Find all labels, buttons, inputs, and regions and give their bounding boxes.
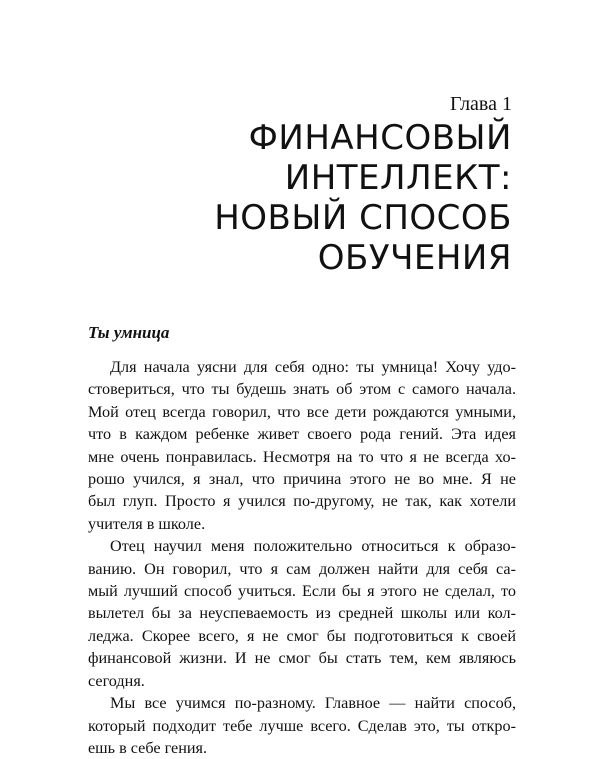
text-line: леджа. Скорее всего, я не смог бы подготовиться к своей (88, 626, 516, 645)
text-line: рошо учился, я знал, что причина этого не во мне. Я не (88, 470, 516, 489)
text-line: Для начала уясни для себя одно: ты умница! Хочу удо- (110, 358, 516, 376)
text-line: что в каждом ребенке живет своего рода гений. Эта идея (88, 425, 516, 444)
text-line: сегодня. (88, 671, 145, 690)
chapter-title-line: ФИНАНСОВЫЙ (248, 118, 512, 158)
text-line: мне очень понравилась. Несмотря на то что я не всегда хо- (88, 447, 516, 466)
text-line: Отец научил меня положительно относиться к образо- (110, 537, 516, 556)
section-heading: Ты умница (88, 323, 170, 342)
paragraph (88, 356, 516, 535)
text-line: мый лучший способ учиться. Если бы я этого не сделал, то (88, 582, 516, 601)
chapter-title-line: ИНТЕЛЛЕКТ: (284, 158, 512, 198)
paragraph (88, 535, 516, 692)
text-line: Мой отец всегда говорил, что все дети рождаются умными, (88, 402, 516, 421)
text-line: учителя в школе. (88, 514, 206, 533)
text-line: ванию. Он говорил, что я сам должен найти для себя са- (88, 559, 516, 578)
body-text (88, 356, 516, 759)
chapter-label: Глава 1 (450, 93, 512, 115)
text-line: был глуп. Просто я учился по-другому, не так, как хотели (88, 492, 516, 511)
text-line: ешь в себе гения. (88, 738, 208, 757)
chapter-title (112, 118, 512, 278)
text-line: вылетел бы за неуспеваемость из средней школы или кол- (88, 604, 516, 623)
text-line: стовериться, что ты будешь знать об этом с самого начала. (88, 380, 516, 399)
chapter-title-line: ОБУЧЕНИЯ (317, 238, 512, 278)
text-line: Мы все учимся по-разному. Главное — найти способ, (110, 694, 516, 713)
chapter-title-line: НОВЫЙ СПОСОБ (214, 198, 512, 238)
text-line: финансовой жизни. И не смог бы стать тем, кем являюсь (88, 649, 516, 668)
text-line: который подходит тебе лучше всего. Сделав это, ты откро- (88, 716, 516, 735)
paragraph (88, 692, 516, 759)
